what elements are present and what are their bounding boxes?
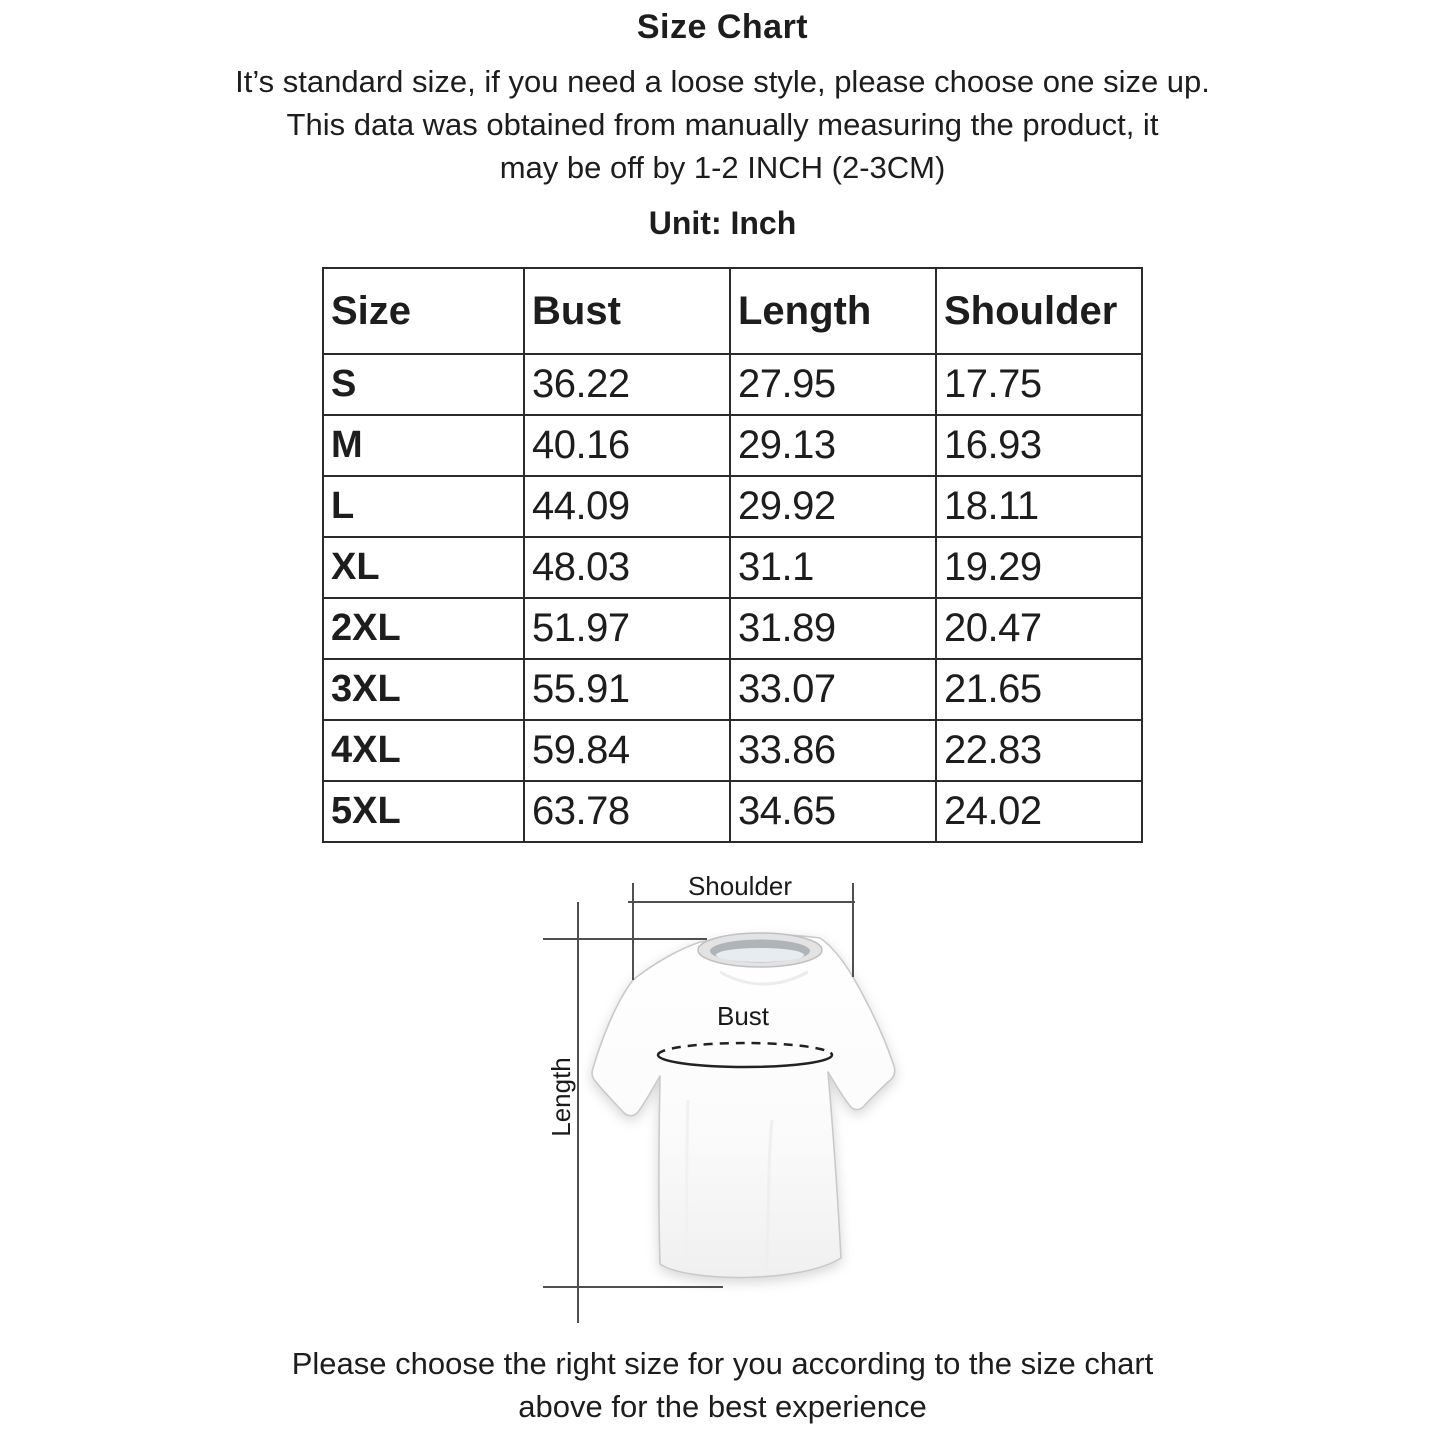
length-cell: 33.07 [730,659,936,720]
shoulder-cell: 19.29 [936,537,1142,598]
footer-line-1: Please choose the right size for you according to the size chart [291,1346,1154,1381]
bust-cell: 44.09 [524,476,730,537]
shoulder-cell: 22.83 [936,720,1142,781]
bust-cell: 51.97 [524,598,730,659]
length-cell: 29.13 [730,415,936,476]
shoulder-cell: 21.65 [936,659,1142,720]
table-row [323,659,1142,720]
bust-cell: 63.78 [524,781,730,842]
tshirt-shape [592,935,895,1278]
length-cell: 31.1 [730,537,936,598]
table-row [323,537,1142,598]
table-header-row [323,268,1142,354]
shoulder-cell: 20.47 [936,598,1142,659]
length-cell: 33.86 [730,720,936,781]
footer-text [0,1342,1445,1428]
size-label-cell: 3XL [323,659,524,720]
length-cell: 34.65 [730,781,936,842]
bust-cell: 36.22 [524,354,730,415]
shoulder-cell: 17.75 [936,354,1142,415]
col-header-size: Size [323,268,524,354]
intro-line-3: may be off by 1-2 INCH (2-3CM) [499,150,946,185]
length-cell: 27.95 [730,354,936,415]
page-title: Size Chart [636,8,809,46]
size-label-cell: L [323,476,524,537]
unit-label: Unit: Inch [648,205,797,241]
collar-shape [698,933,822,967]
bust-cell: 40.16 [524,415,730,476]
size-label-cell: 4XL [323,720,524,781]
shoulder-cell: 24.02 [936,781,1142,842]
bust-cell: 48.03 [524,537,730,598]
table-row [323,720,1142,781]
table-row [323,354,1142,415]
size-label-cell: XL [323,537,524,598]
size-label-cell: M [323,415,524,476]
length-cell: 31.89 [730,598,936,659]
bust-label: Bust [716,1001,770,1031]
table-row [323,476,1142,537]
table-row [323,598,1142,659]
size-label-cell: 2XL [323,598,524,659]
intro-line-2: This data was obtained from manually measuring the product, it [286,107,1159,142]
intro-line-1: It’s standard size, if you need a loose style, please choose one size up. [235,64,1210,99]
col-header-bust: Bust [524,268,730,354]
size-label-cell: S [323,354,524,415]
size-label-cell: 5XL [323,781,524,842]
bust-cell: 59.84 [524,720,730,781]
intro-text [0,60,1445,189]
shoulder-cell: 18.11 [936,476,1142,537]
tshirt-graphic [520,870,990,1340]
shoulder-cell: 16.93 [936,415,1142,476]
col-header-length: Length [730,268,936,354]
size-table [322,267,1143,843]
table-row [323,781,1142,842]
col-header-shoulder: Shoulder [936,268,1142,354]
length-label: Length [546,1057,576,1137]
length-cell: 29.92 [730,476,936,537]
footer-line-2: above for the best experience [518,1389,927,1424]
table-row [323,415,1142,476]
tshirt-measurement-diagram [520,870,990,1340]
bust-cell: 55.91 [524,659,730,720]
shoulder-label: Shoulder [687,871,793,901]
